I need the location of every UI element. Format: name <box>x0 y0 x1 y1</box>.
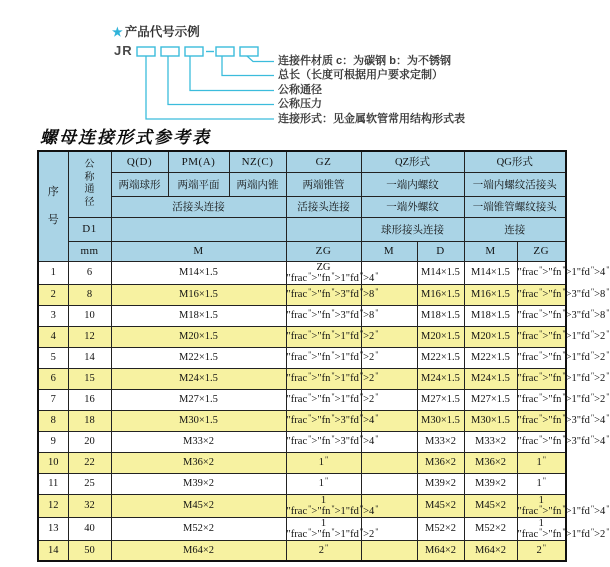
cell-qg-zg: "frac">"fn">1"fd">2" <box>517 326 566 347</box>
cell-qg-zg: "frac">"fn">3"fd">4" <box>517 410 566 431</box>
cell-m: M52×2 <box>111 517 286 540</box>
header-ball-joint-qz: 球形接头连接 <box>361 217 464 241</box>
cell-dn: 16 <box>68 389 111 410</box>
cell-qz-d: M27×1.5 <box>417 389 464 410</box>
header-seq: 序号 <box>38 151 68 261</box>
cell-qz-d: M22×1.5 <box>417 347 464 368</box>
cell-qz-d: M45×2 <box>417 494 464 517</box>
cell-seq: 8 <box>38 410 68 431</box>
header-union-gz: 活接头连接 <box>286 196 361 217</box>
table-row <box>38 540 566 561</box>
cell-m: M24×1.5 <box>111 368 286 389</box>
code-box-3 <box>185 47 203 56</box>
cell-seq: 9 <box>38 431 68 452</box>
cell-dn: 25 <box>68 473 111 494</box>
header-sub-qz: 一端内螺纹 <box>361 172 464 196</box>
cell-zg: 1" <box>286 452 361 473</box>
cell-zg: "frac">"fn">3"fd">4" <box>286 410 361 431</box>
header-d: D <box>417 241 464 261</box>
cell-seq: 10 <box>38 452 68 473</box>
cell-qg-m: M18×1.5 <box>464 305 517 326</box>
cell-m: M64×2 <box>111 540 286 561</box>
cell-qg-zg: "frac">"fn">3"fd">4" <box>517 431 566 452</box>
header-sub-pm: 两端平面 <box>168 172 229 196</box>
cell-qg-m: M45×2 <box>464 494 517 517</box>
table-row <box>38 368 566 389</box>
cell-m: M18×1.5 <box>111 305 286 326</box>
cell-dn: 10 <box>68 305 111 326</box>
cell-dn: 6 <box>68 261 111 284</box>
header-zg2: ZG <box>517 241 566 261</box>
header-sub-nz: 两端内锥 <box>229 172 286 196</box>
cell-qz-d: M33×2 <box>417 431 464 452</box>
cell-seq: 5 <box>38 347 68 368</box>
star-icon: ★ <box>112 25 123 39</box>
cell-qz-d: M52×2 <box>417 517 464 540</box>
header-col-gz: GZ <box>286 151 361 172</box>
diagram-label-nominal-diameter: 公称通径 <box>278 84 322 96</box>
code-box-5 <box>240 47 258 56</box>
cell-zg: "frac">"fn">1"fd">2" <box>286 389 361 410</box>
cell-m: M45×2 <box>111 494 286 517</box>
cell-dn: 32 <box>68 494 111 517</box>
leader-line-material <box>247 56 274 62</box>
cell-qg-m: M14×1.5 <box>464 261 517 284</box>
table-header <box>38 151 566 261</box>
table-title: 螺母连接形式参考表 <box>40 128 211 147</box>
cell-qg-zg: "frac">"fn">3"fd">8" <box>517 305 566 326</box>
diagram-label-nominal-pressure: 公称压力 <box>278 98 322 110</box>
cell-dn: 15 <box>68 368 111 389</box>
code-box-2 <box>161 47 179 56</box>
table-row <box>38 494 566 517</box>
leader-line-nominal-pressure <box>168 56 274 105</box>
cell-qz-d: M16×1.5 <box>417 284 464 305</box>
cell-qg-zg: "frac">"fn">3"fd">8" <box>517 284 566 305</box>
cell-dn: 40 <box>68 517 111 540</box>
product-code-prefix: JR <box>114 43 133 58</box>
cell-m: M30×1.5 <box>111 410 286 431</box>
cell-zg: "frac">"fn">1"fd">2" <box>286 326 361 347</box>
cell-seq: 4 <box>38 326 68 347</box>
cell-m: M22×1.5 <box>111 347 286 368</box>
header-m2: M <box>361 241 417 261</box>
header-mm: mm <box>68 241 111 261</box>
header-col-qg: QG形式 <box>464 151 566 172</box>
nut-connection-table <box>37 150 610 562</box>
leader-line-connection-form <box>146 56 274 119</box>
cell-qz-d: M30×1.5 <box>417 410 464 431</box>
header-col-nz: NZ(C) <box>229 151 286 172</box>
table-row <box>38 261 566 284</box>
cell-m: M20×1.5 <box>111 326 286 347</box>
cell-seq: 2 <box>38 284 68 305</box>
cell-seq: 1 <box>38 261 68 284</box>
cell-zg: "frac">"fn">1"fd">2" <box>286 347 361 368</box>
cell-seq: 7 <box>38 389 68 410</box>
cell-qg-zg: 1 "frac">"fn">1"fd">2" <box>517 517 610 540</box>
cell-m: M14×1.5 <box>111 261 286 284</box>
table-row <box>38 452 566 473</box>
header-col-pm: PM(A) <box>168 151 229 172</box>
cell-seq: 11 <box>38 473 68 494</box>
header-col-qz: QZ形式 <box>361 151 464 172</box>
header-ext-thread-qz: 一端外螺纹 <box>361 196 464 217</box>
diagram-label-material: 连接件材质 c：为碳钢 b：为不锈钢 <box>278 55 451 67</box>
header-blank-qpmnz <box>111 217 286 241</box>
cell-qg-m: M22×1.5 <box>464 347 517 368</box>
cell-qg-m: M20×1.5 <box>464 326 517 347</box>
cell-zg: "frac">"fn">3"fd">8" <box>286 284 361 305</box>
cell-zg: "frac">"fn">3"fd">4" <box>286 431 361 452</box>
diagram-label-connection-form: 连接形式：见金属软管常用结构形式表 <box>278 113 465 125</box>
cell-zg: 1" <box>286 473 361 494</box>
cell-zg: 1 "frac">"fn">1"fd">4" <box>286 494 379 517</box>
diagram-title-text: 产品代号示例 <box>124 25 200 39</box>
table-row <box>38 410 566 431</box>
cell-qg-zg: 1 "frac">"fn">1"fd">4" <box>517 494 610 517</box>
header-nominal-diameter: 公称通径 <box>68 151 111 217</box>
cell-qg-zg: "frac">"fn">1"fd">4" <box>517 261 566 284</box>
cell-m: M27×1.5 <box>111 389 286 410</box>
table-row <box>38 389 566 410</box>
diagram-label-total-length: 总长（长度可根据用户要求定制） <box>278 69 443 81</box>
cell-qg-zg: 1" <box>517 452 566 473</box>
table-row <box>38 347 566 368</box>
cell-seq: 3 <box>38 305 68 326</box>
cell-m: M33×2 <box>111 431 286 452</box>
header-blank-gz <box>286 217 361 241</box>
cell-qg-zg: "frac">"fn">1"fd">2" <box>517 389 566 410</box>
cell-dn: 20 <box>68 431 111 452</box>
cell-zg: 1 "frac">"fn">1"fd">2" <box>286 517 379 540</box>
cell-zg: 2" <box>286 540 361 561</box>
cell-dn: 18 <box>68 410 111 431</box>
cell-zg: "frac">"fn">3"fd">8" <box>286 305 361 326</box>
table-row <box>38 473 566 494</box>
header-taper-joint-qg: 一端锥管螺纹接头 <box>464 196 566 217</box>
header-sub-qg: 一端内螺纹活接头 <box>464 172 566 196</box>
cell-dn: 22 <box>68 452 111 473</box>
cell-dn: 12 <box>68 326 111 347</box>
cell-qg-m: M39×2 <box>464 473 517 494</box>
code-box-1 <box>137 47 155 56</box>
cell-m: M36×2 <box>111 452 286 473</box>
cell-qz-m <box>361 473 417 494</box>
header-connect-qg: 连接 <box>464 217 566 241</box>
header-sub-gz: 两端锥管 <box>286 172 361 196</box>
cell-zg: "frac">"fn">1"fd">2" <box>286 368 361 389</box>
table-row <box>38 305 566 326</box>
code-box-4 <box>216 47 234 56</box>
cell-m: M39×2 <box>111 473 286 494</box>
header-zg1: ZG <box>286 241 361 261</box>
cell-qz-d: M36×2 <box>417 452 464 473</box>
header-m1: M <box>111 241 286 261</box>
table-row <box>38 431 566 452</box>
cell-qz-d: M24×1.5 <box>417 368 464 389</box>
cell-qz-d: M20×1.5 <box>417 326 464 347</box>
table-row <box>38 284 566 305</box>
cell-qg-m: M24×1.5 <box>464 368 517 389</box>
cell-qg-m: M16×1.5 <box>464 284 517 305</box>
header-union-q-pm-nz: 活接头连接 <box>111 196 286 217</box>
cell-qz-m <box>361 452 417 473</box>
cell-seq: 14 <box>38 540 68 561</box>
cell-qg-zg: 2" <box>517 540 566 561</box>
cell-qz-d: M39×2 <box>417 473 464 494</box>
cell-qz-d: M64×2 <box>417 540 464 561</box>
cell-seq: 6 <box>38 368 68 389</box>
table-row <box>38 517 566 540</box>
cell-qg-m: M52×2 <box>464 517 517 540</box>
cell-qg-zg: "frac">"fn">1"fd">2" <box>517 368 566 389</box>
cell-qg-m: M30×1.5 <box>464 410 517 431</box>
cell-seq: 13 <box>38 517 68 540</box>
cell-qg-zg: "frac">"fn">1"fd">2" <box>517 347 566 368</box>
table-row <box>38 326 566 347</box>
cell-qg-m: M36×2 <box>464 452 517 473</box>
header-m3: M <box>464 241 517 261</box>
cell-qz-d: M14×1.5 <box>417 261 464 284</box>
cell-qz-d: M18×1.5 <box>417 305 464 326</box>
cell-seq: 12 <box>38 494 68 517</box>
leader-line-total-length <box>222 56 274 76</box>
cell-dn: 50 <box>68 540 111 561</box>
header-d1: D1 <box>68 217 111 241</box>
cell-qg-m: M27×1.5 <box>464 389 517 410</box>
cell-zg: ZG "frac">"fn">1"fd">4" <box>286 261 379 284</box>
cell-qz-m <box>361 540 417 561</box>
cell-m: M16×1.5 <box>111 284 286 305</box>
cell-qg-m: M64×2 <box>464 540 517 561</box>
table-body <box>38 261 610 561</box>
cell-qg-zg: 1" <box>517 473 566 494</box>
header-col-q: Q(D) <box>111 151 168 172</box>
cell-dn: 14 <box>68 347 111 368</box>
cell-qg-m: M33×2 <box>464 431 517 452</box>
cell-dn: 8 <box>68 284 111 305</box>
header-sub-q: 两端球形 <box>111 172 168 196</box>
